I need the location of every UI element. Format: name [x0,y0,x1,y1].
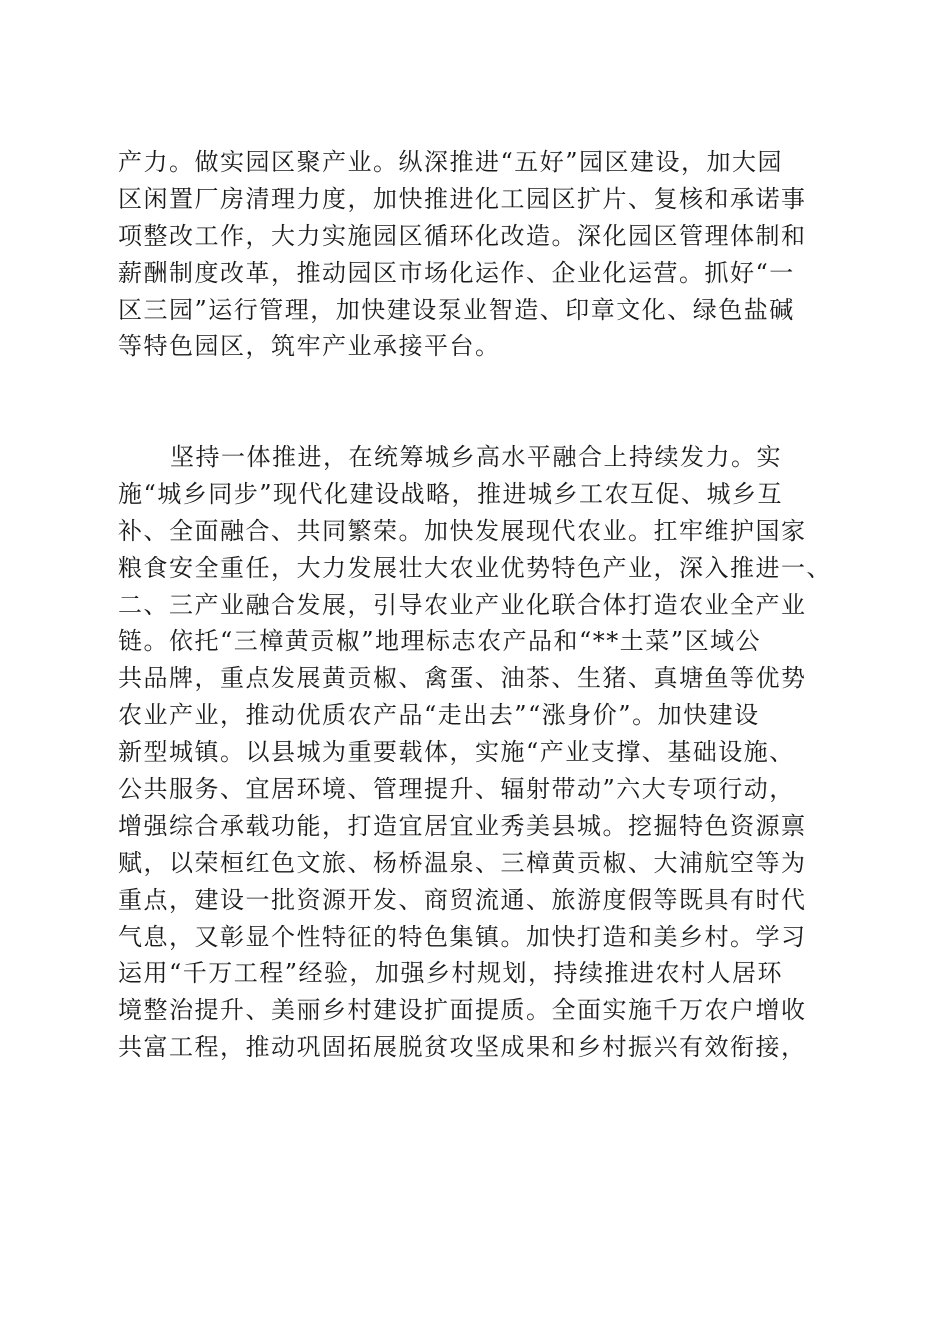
paragraph-urban-rural-integration [118,439,833,1066]
paragraph-park-industry [118,144,833,365]
text-line: 赋，以荣桓红色文旅、杨桥温泉、三樟黄贡椒、大浦航空等为 [118,848,807,877]
text-line: 薪酬制度改革，推动园区市场化运作、企业化运营。抓好“一 [118,258,795,287]
text-line: 气息，又彰显个性特征的特色集镇。加快打造和美乡村。学习 [118,922,807,951]
text-line: 新型城镇。以县城为重要载体，实施“产业支撑、基础设施、 [118,738,795,767]
text-line: 区闲置厂房清理力度，加快推进化工园区扩片、复核和承诺事 [118,184,807,213]
text-line: 农业产业，推动优质农产品“走出去”“涨身价”。加快建设 [118,701,760,730]
text-line: 公共服务、宜居环境、管理提升、辐射带动”六大专项行动， [118,775,795,804]
text-line: 补、全面融合、共同繁荣。加快发展现代农业。扛牢维护国家 [118,516,807,545]
text-line: 重点，建设一批资源开发、商贸流通、旅游度假等既具有时代 [118,885,807,914]
text-line: 共富工程，推动巩固拓展脱贫攻坚成果和乡村振兴有效衔接， [118,1033,807,1062]
text-line: 共品牌，重点发展黄贡椒、禽蛋、油茶、生猪、真塘鱼等优势 [118,664,807,693]
text-line: 区三园”运行管理，加快建设泵业智造、印章文化、绿色盐碱 [118,295,795,324]
text-line: 境整治提升、美丽乡村建设扩面提质。全面实施千万农户增收 [118,996,807,1025]
text-line: 运用“千万工程”经验，加强乡村规划，持续推进农村人居环 [118,959,784,988]
text-line: 增强综合承载功能，打造宜居宜业秀美县城。挖掘特色资源禀 [118,811,807,840]
text-line: 二、三产业融合发展，引导农业产业化联合体打造农业全产业 [118,590,807,619]
text-line: 链。依托“三樟黄贡椒”地理标志农产品和“**土菜”区域公 [118,627,762,656]
text-line: 施“城乡同步”现代化建设战略，推进城乡工农互促、城乡互 [118,479,784,508]
text-line: 粮食安全重任，大力发展壮大农业优势特色产业，深入推进一、 [118,553,832,582]
text-line: 坚持一体推进，在统筹城乡高水平融合上持续发力。实 [170,443,782,471]
text-line: 等特色园区，筑牢产业承接平台。 [118,332,501,361]
text-line: 项整改工作，大力实施园区循环化改造。深化园区管理体制和 [118,221,807,250]
text-line: 产力。做实园区聚产业。纵深推进“五好”园区建设，加大园 [118,148,784,176]
